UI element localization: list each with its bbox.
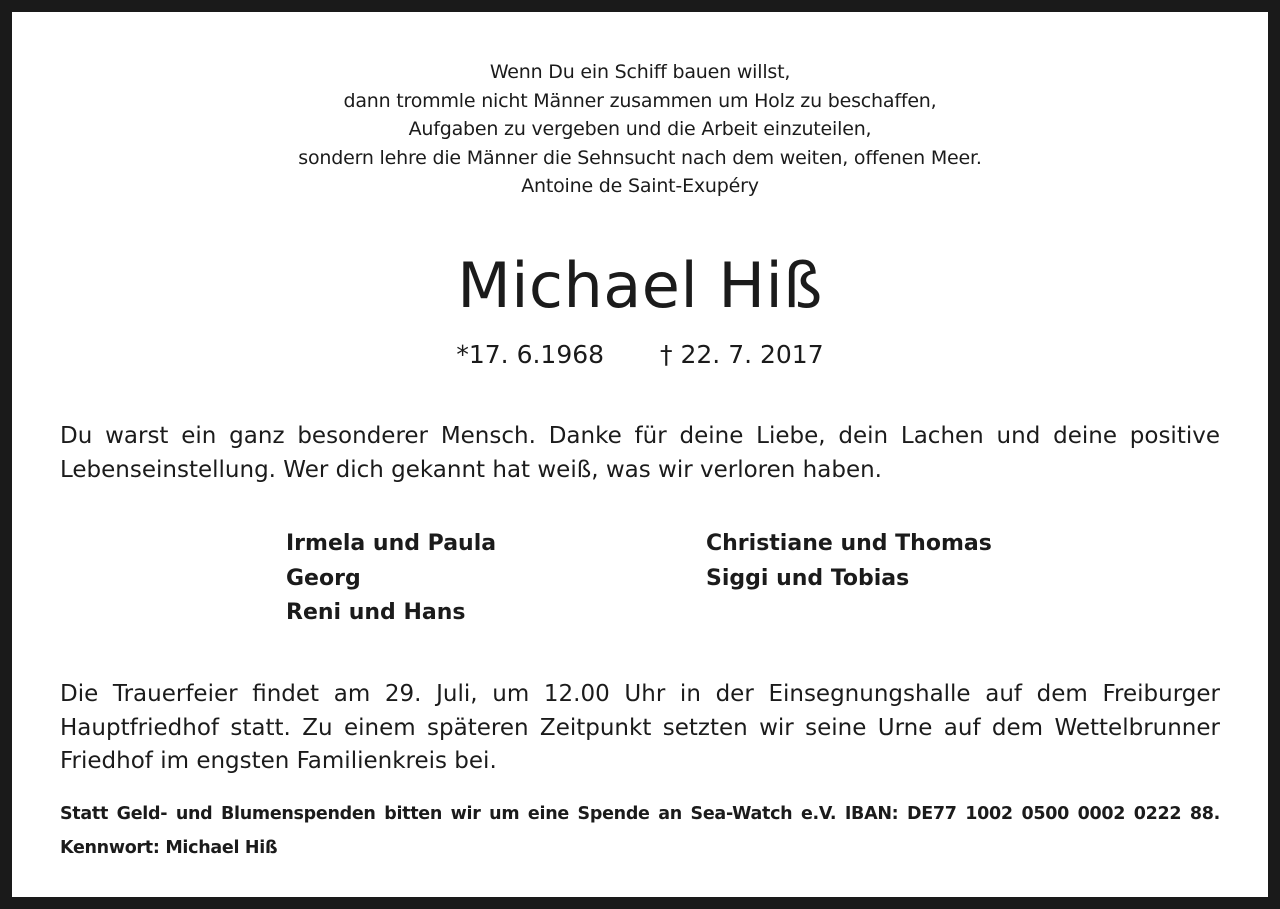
mourner-name: Reni und Hans	[286, 600, 466, 625]
mourner-name: Christiane und Thomas	[706, 531, 992, 556]
ceremony-line: Friedhof im engsten Familienkreis bei.	[60, 748, 497, 774]
quote-author: Antoine de Saint-Exupéry	[521, 175, 759, 197]
mourners-left-column	[286, 527, 496, 631]
quote-line: dann trommle nicht Männer zusammen um Holz zu beschaffen,	[343, 89, 937, 112]
quote-line: Aufgaben zu vergeben und die Arbeit einzuteilen,	[408, 118, 872, 140]
donation-keyword: Kennwort: Michael Hiß	[60, 838, 278, 858]
tribute-line: Lebenseinstellung. Wer dich gekannt hat weiß, was wir verloren haben.	[60, 456, 882, 483]
donation-request: Statt Geld- und Blumenspenden bitten wir um eine Spende an Sea-Watch e.V. IBAN: DE77 1002 0500 0002 0222 88.	[60, 804, 1220, 824]
birth-date: *17. 6.1968	[456, 340, 605, 369]
tribute-text	[60, 420, 1220, 487]
quote-block	[12, 58, 1268, 201]
mourner-name: Siggi und Tobias	[706, 565, 910, 591]
quote-line: sondern lehre die Männer die Sehnsucht nach dem weiten, offenen Meer.	[298, 146, 982, 169]
mourners-right-column	[706, 527, 992, 596]
tribute-line: Du warst ein ganz besonderer Mensch. Danke für deine Liebe, dein Lachen und deine positive	[60, 423, 1220, 449]
life-dates	[12, 339, 1268, 371]
quote-line: Wenn Du ein Schiff bauen willst,	[489, 61, 791, 83]
mourner-name: Irmela und Paula	[286, 531, 497, 556]
deceased-name: Michael Hiß	[457, 249, 823, 322]
death-date: † 22. 7. 2017	[660, 340, 824, 369]
mourner-name: Georg	[286, 565, 361, 591]
ceremony-line: Hauptfriedhof statt. Zu einem späteren Zeitpunkt setzten wir seine Urne auf dem Wettelbrunner	[60, 714, 1220, 741]
obituary-card	[12, 12, 1268, 897]
ceremony-line: Die Trauerfeier findet am 29. Juli, um 12.00 Uhr in der Einsegnungshalle auf dem Freiburger	[60, 681, 1220, 707]
ceremony-text	[60, 678, 1220, 779]
